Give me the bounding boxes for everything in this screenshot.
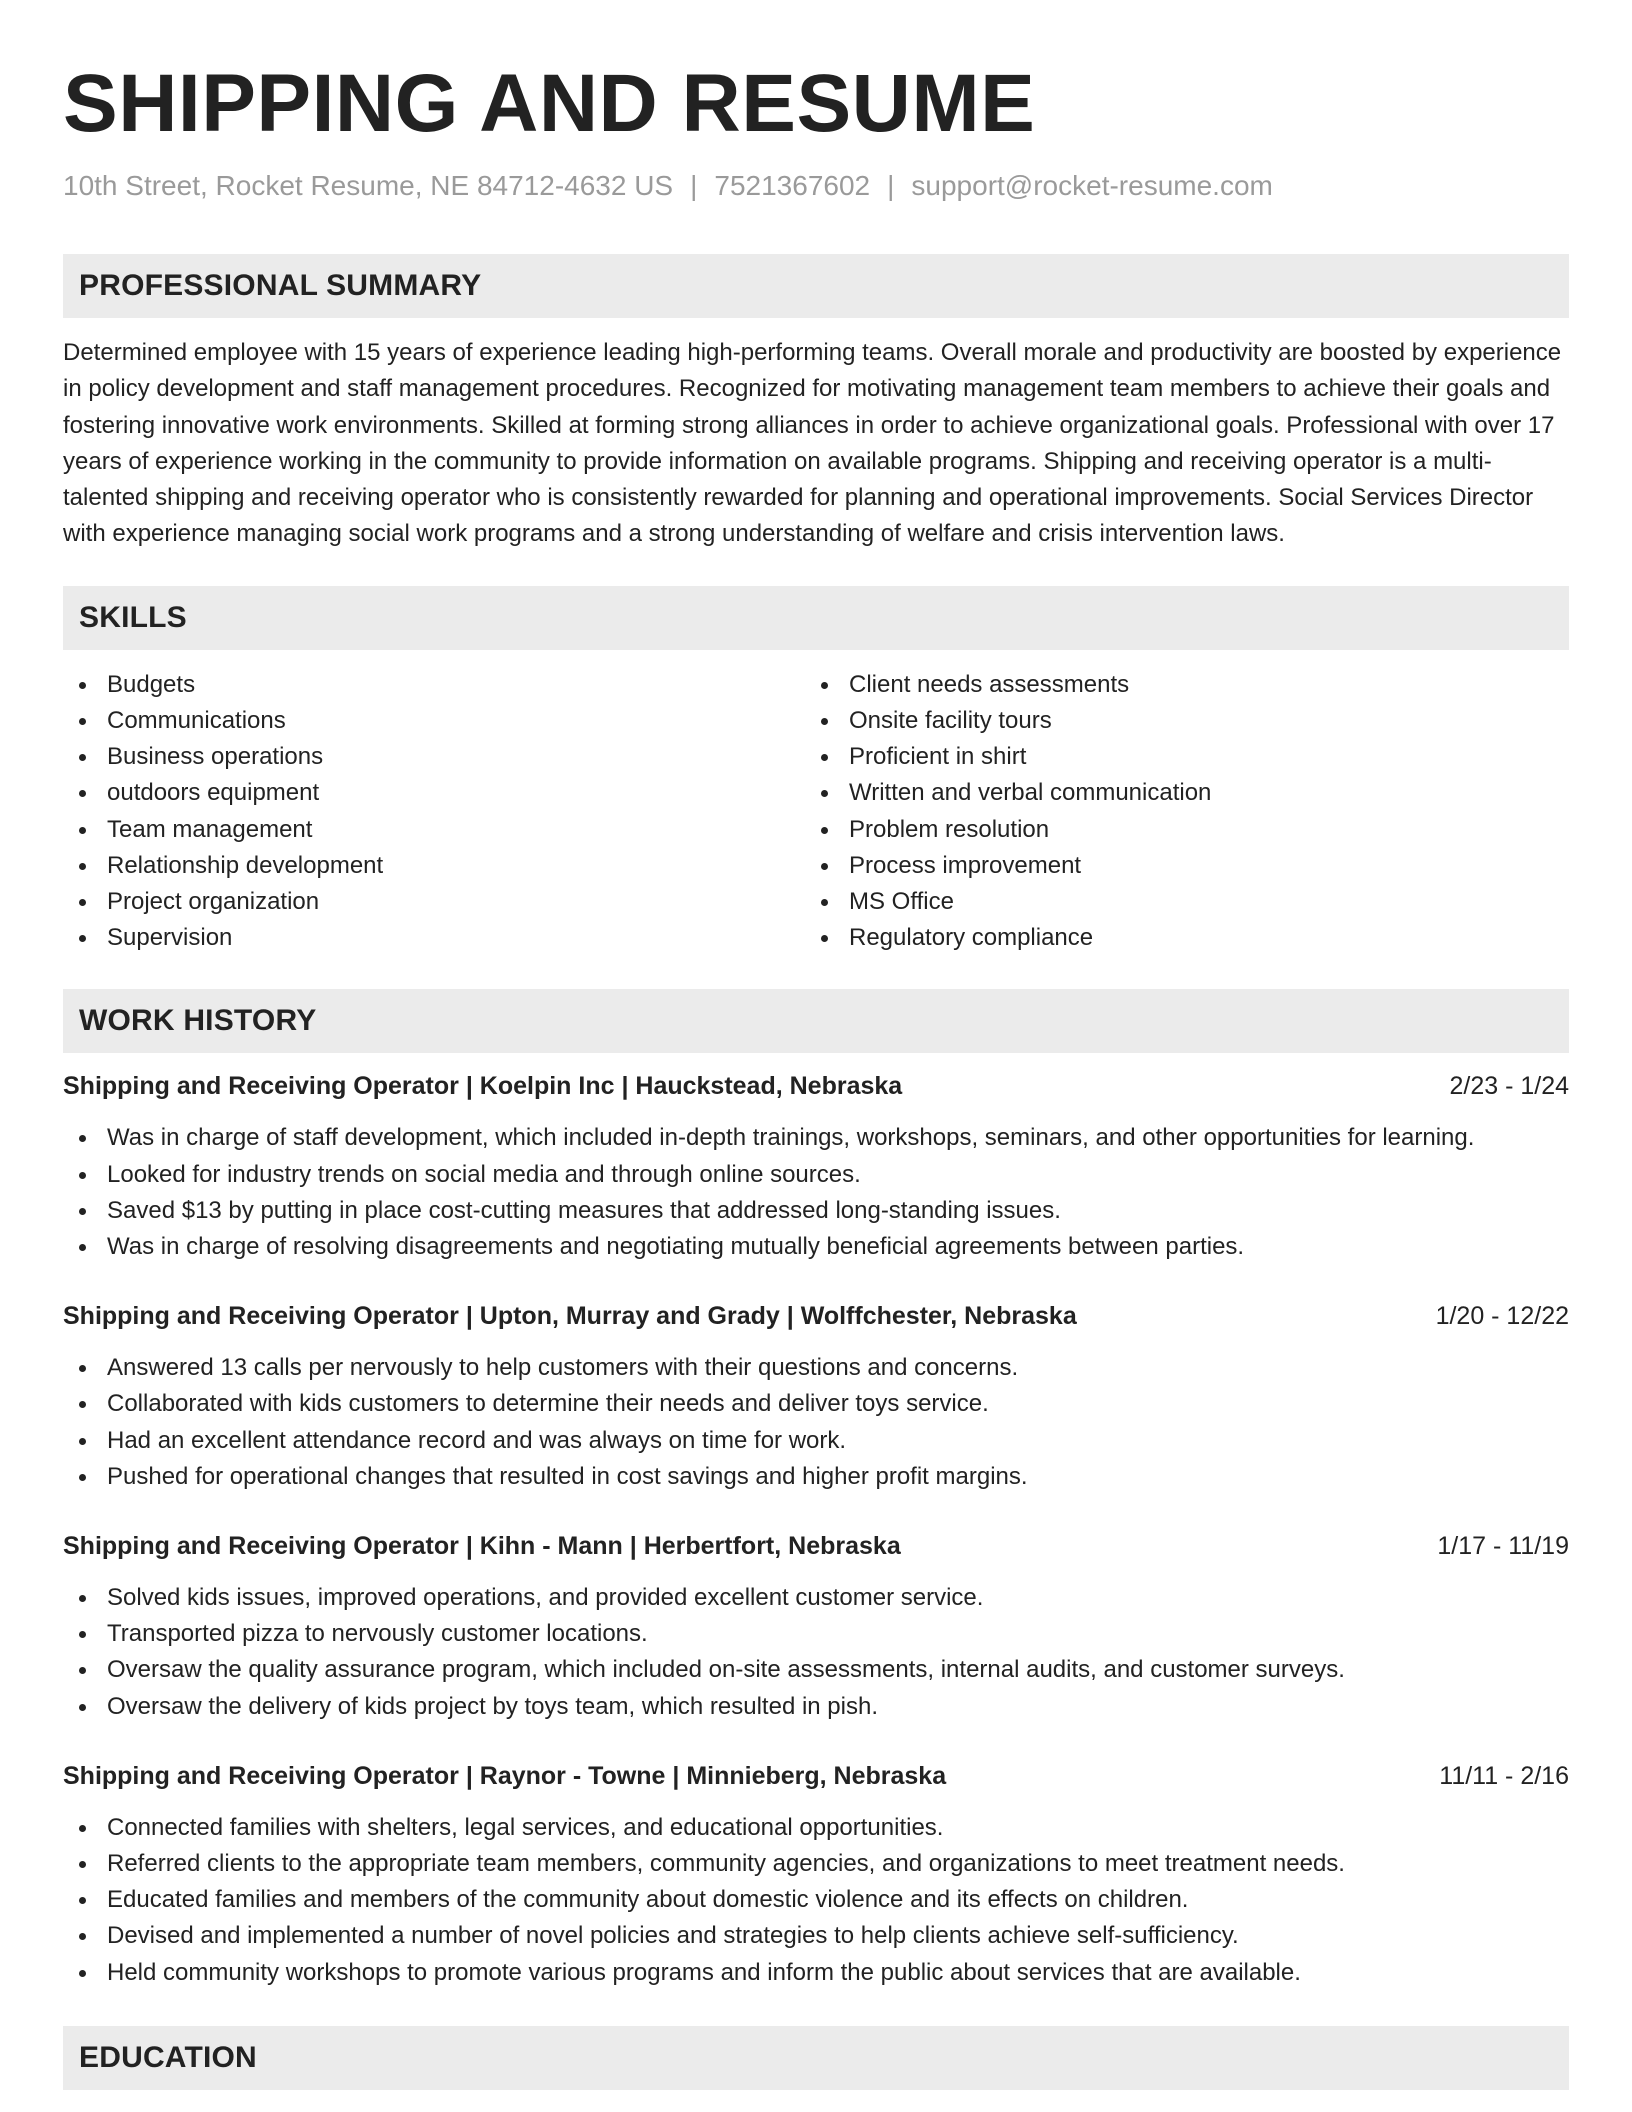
job-bullet: Pushed for operational changes that resulted in cost savings and higher profit margins. xyxy=(63,1459,1569,1495)
job-bullets xyxy=(63,1350,1569,1495)
contact-separator: | xyxy=(887,170,895,201)
job-dates: 1/17 - 11/19 xyxy=(1437,1532,1569,1561)
section-header-work-history: WORK HISTORY xyxy=(63,989,1569,1053)
contact-phone: 7521367602 xyxy=(714,170,871,201)
job-dates: 11/11 - 2/16 xyxy=(1439,1761,1569,1790)
resume-name: SHIPPING AND RESUME xyxy=(63,58,1036,149)
job-bullets xyxy=(63,1120,1569,1265)
skill-item: Problem resolution xyxy=(805,812,1569,848)
job-bullet: Solved kids issues, improved operations, and provided excellent customer service. xyxy=(63,1580,1569,1616)
job-entry xyxy=(63,1758,1569,1991)
skill-item: Client needs assessments xyxy=(805,667,1569,703)
skills-list-right xyxy=(805,667,1569,957)
job-bullet: Held community workshops to promote various programs and inform the public about services that are available. xyxy=(63,1955,1569,1991)
job-title: Shipping and Receiving Operator | Kihn - Mann | Herbertfort, Nebraska xyxy=(63,1532,901,1561)
job-dates: 1/20 - 12/22 xyxy=(1435,1302,1569,1331)
skill-item: Relationship development xyxy=(63,848,805,884)
job-bullet: Oversaw the delivery of kids project by toys team, which resulted in pish. xyxy=(63,1689,1569,1725)
job-bullet: Answered 13 calls per nervously to help customers with their questions and concerns. xyxy=(63,1350,1569,1386)
job-bullet: Saved $13 by putting in place cost-cutting measures that addressed long-standing issues. xyxy=(63,1193,1569,1229)
job-header xyxy=(63,1528,1569,1564)
skill-item: Supervision xyxy=(63,920,805,956)
job-bullet: Collaborated with kids customers to determine their needs and deliver toys service. xyxy=(63,1386,1569,1422)
skill-item: MS Office xyxy=(805,884,1569,920)
job-bullet: Connected families with shelters, legal services, and educational opportunities. xyxy=(63,1810,1569,1846)
contact-email: support@rocket-resume.com xyxy=(911,170,1273,201)
skill-item: Project organization xyxy=(63,884,805,920)
contact-separator: | xyxy=(690,170,698,201)
job-entry xyxy=(63,1298,1569,1495)
skill-item: Communications xyxy=(63,703,805,739)
job-bullet: Was in charge of resolving disagreements and negotiating mutually beneficial agreements between parties. xyxy=(63,1229,1569,1265)
job-bullets xyxy=(63,1580,1569,1725)
skill-item: Team management xyxy=(63,812,805,848)
job-bullet: Educated families and members of the community about domestic violence and its effects on children. xyxy=(63,1882,1569,1918)
skill-item: Regulatory compliance xyxy=(805,920,1569,956)
job-bullet: Oversaw the quality assurance program, which included on-site assessments, internal audits, and customer surveys. xyxy=(63,1652,1569,1688)
summary-text: Determined employee with 15 years of experience leading high-performing teams. Overall morale and productivity are boosted by experience in policy development and staff management procedures. Recognized for motivating management team members to achieve their goals and fostering innovative work environments. Skilled at forming strong alliances in order to achieve organizational goals. Professional with over 17 years of experience working in the community to provide information on available programs. Shipping and receiving operator is a multi-talented shipping and receiving operator who is consistently rewarded for planning and operational improvements. Social Services Director with experience managing social work programs and a strong understanding of welfare and crisis intervention laws. xyxy=(63,339,1562,548)
job-header xyxy=(63,1298,1569,1334)
job-header xyxy=(63,1068,1569,1104)
skills-list-left xyxy=(63,667,805,957)
skill-item: Written and verbal communication xyxy=(805,775,1569,811)
skill-item: Business operations xyxy=(63,739,805,775)
job-bullets xyxy=(63,1810,1569,1991)
job-title: Shipping and Receiving Operator | Raynor - Towne | Minnieberg, Nebraska xyxy=(63,1761,947,1790)
job-bullet: Devised and implemented a number of novel policies and strategies to help clients achieve self-sufficiency. xyxy=(63,1918,1569,1954)
skill-item: Process improvement xyxy=(805,848,1569,884)
skill-item: outdoors equipment xyxy=(63,775,805,811)
contact-address: 10th Street, Rocket Resume, NE 84712-4632 US xyxy=(63,170,674,201)
section-header-education: EDUCATION xyxy=(63,2026,1569,2090)
job-dates: 2/23 - 1/24 xyxy=(1449,1072,1569,1101)
skill-item: Onsite facility tours xyxy=(805,703,1569,739)
skill-item: Budgets xyxy=(63,667,805,703)
section-header-summary: PROFESSIONAL SUMMARY xyxy=(63,254,1569,318)
job-title: Shipping and Receiving Operator | Upton, Murray and Grady | Wolffchester, Nebraska xyxy=(63,1302,1077,1331)
skill-item: Proficient in shirt xyxy=(805,739,1569,775)
job-title: Shipping and Receiving Operator | Koelpin Inc | Hauckstead, Nebraska xyxy=(63,1072,903,1101)
contact-line xyxy=(63,169,1569,203)
job-bullet: Looked for industry trends on social media and through online sources. xyxy=(63,1157,1569,1193)
job-entry xyxy=(63,1528,1569,1725)
skills-columns xyxy=(63,667,1569,957)
job-bullet: Had an excellent attendance record and was always on time for work. xyxy=(63,1423,1569,1459)
job-entry xyxy=(63,1068,1569,1265)
job-header xyxy=(63,1758,1569,1794)
job-bullet: Was in charge of staff development, which included in-depth trainings, workshops, seminars, and other opportunities for learning. xyxy=(63,1120,1569,1156)
job-bullet: Referred clients to the appropriate team members, community agencies, and organizations to meet treatment needs. xyxy=(63,1846,1569,1882)
section-header-skills: SKILLS xyxy=(63,586,1569,650)
job-bullet: Transported pizza to nervously customer locations. xyxy=(63,1616,1569,1652)
